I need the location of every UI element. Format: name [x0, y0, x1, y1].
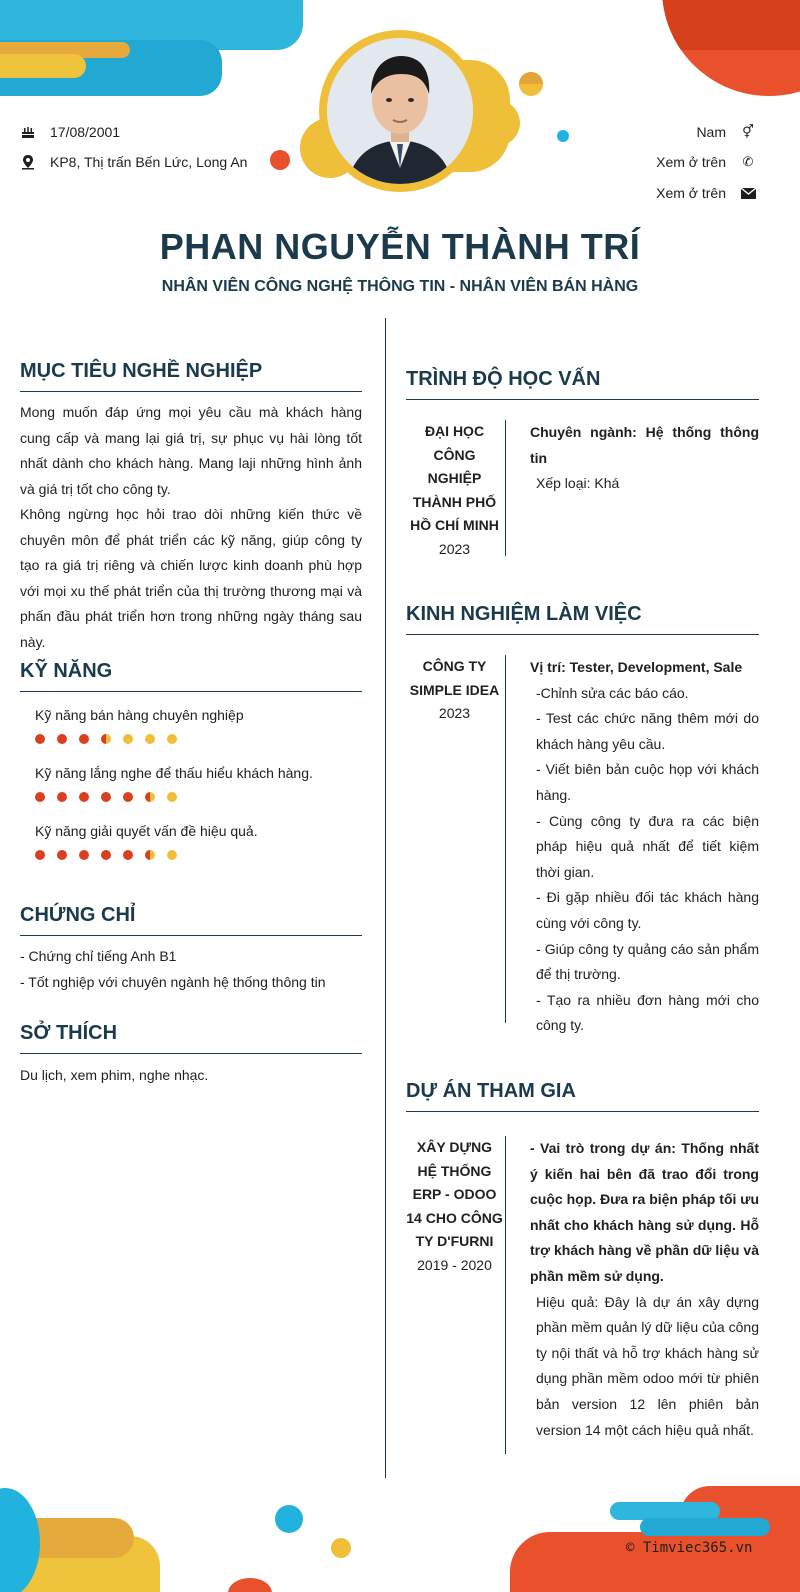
- gender-icon: ⚥: [742, 124, 754, 139]
- decor-dot-gold-bottom: [331, 1538, 351, 1558]
- skill-dot-empty: [167, 792, 177, 802]
- skill-label: Kỹ năng bán hàng chuyên nghiệp: [35, 707, 244, 723]
- education-timeline-bar: [505, 420, 506, 556]
- education-grade: Xếp loại: Khá: [536, 475, 620, 492]
- skill-dot-empty: [167, 850, 177, 860]
- skill-dot-empty: [167, 734, 177, 744]
- experience-heading: KINH NGHIỆM LÀM VIỆC: [406, 603, 759, 635]
- decor-circle-orange: [662, 0, 800, 96]
- skills-heading: KỸ NĂNG: [20, 660, 362, 692]
- certificates-heading: CHỨNG CHỈ: [20, 904, 362, 936]
- experience-duties: -Chỉnh sửa các báo cáo. - Test các chức năng thêm mới do khách hàng yêu cầu. - Viết biên bản cuộc họp với khách hàng. - Cùng công ty đưa ra các biện pháp hiệu quả nhất để tiết kiệm thời gian. - Đi gặp nhiều đối tác khách hàng cùng với công ty. - Giúp công ty quảng cáo sản phẩm để thị trường. - Tạo ra nhiều đơn hàng mới cho công ty.: [536, 684, 759, 1034]
- experience-company: CÔNG TY SIMPLE IDEA: [409, 658, 500, 698]
- column-divider: [385, 318, 386, 1478]
- objective-text-1: Mong muốn đáp ứng mọi yêu cầu mà khách hàng cung cấp và mang lại giá trị, sự phục vụ hài lòng tốt nhất dành cho khách hàng. Mang laji những hình ảnh và giá trị tốt cho công ty.: [20, 404, 362, 497]
- candidate-role: NHÂN VIÊN CÔNG NGHỆ THÔNG TIN - NHÂN VIÊN BÁN HÀNG: [161, 278, 639, 295]
- skill-rating: [35, 850, 177, 860]
- skill-dot-full: [123, 850, 133, 860]
- decor-bottom-blue-bar-2: [640, 1518, 770, 1536]
- project-role: - Vai trò trong dự án: Thống nhất ý kiến hai bên đã trao đổi trong cuộc họp. Đưa ra biện pháp tối ưu nhất cho khách hàng sử dụng. Hỗ trợ khách hàng về phần dữ liệu và phần mềm sử dụng.: [530, 1140, 759, 1284]
- experience-company-block: [406, 655, 503, 726]
- watermark: © Timviec365.vn: [626, 1540, 753, 1556]
- decor-cloud-gold-2: [0, 54, 86, 78]
- skill-label: Kỹ năng giải quyết vấn đề hiệu quả.: [35, 823, 258, 839]
- skill-dot-full: [101, 850, 111, 860]
- experience-details: [530, 655, 759, 1039]
- skill-dot-empty: [123, 734, 133, 744]
- skill-rating: [35, 734, 177, 744]
- candidate-name: PHAN NGUYỄN THÀNH TRÍ: [159, 226, 641, 267]
- objective-heading: MỤC TIÊU NGHỀ NGHIỆP: [20, 360, 362, 392]
- skill-dot-full: [35, 850, 45, 860]
- skill-rating: [35, 792, 177, 802]
- mail-icon: [740, 185, 756, 201]
- email-text: Xem ở trên: [656, 185, 726, 201]
- education-major: Chuyên ngành: Hệ thống thông tin: [530, 424, 759, 466]
- skill-dot-full: [123, 792, 133, 802]
- hobbies-text: Du lịch, xem phim, nghe nhạc.: [20, 1067, 209, 1083]
- birthday-text: 17/08/2001: [50, 124, 121, 140]
- experience-year: 2023: [438, 705, 471, 722]
- avatar: [327, 38, 473, 184]
- birthday-row: [20, 124, 120, 140]
- location-icon: [20, 154, 36, 170]
- skill-dot-full: [101, 792, 111, 802]
- decor-dot-red: [270, 150, 290, 170]
- phone-icon: ✆: [742, 154, 754, 169]
- skill-dot-half: [145, 850, 155, 860]
- objective-text-2: Không ngừng học hỏi trao dòi những kiến thức về chuyên môn để phát triển các kỹ năng, giúp công ty tạo ra giá trị riêng và chiến lược kinh doanh phù hợp với mọi xu thế phát triển của thị trường thương mại và phấn đầu phát triển hơn trong những ngày tháng sau này.: [20, 506, 362, 650]
- address-text: KP8, Thị trấn Bến Lức, Long An: [50, 154, 248, 170]
- address-row: [20, 154, 247, 170]
- skill-dot-full: [79, 850, 89, 860]
- experience-position: Vị trí: Tester, Development, Sale: [530, 659, 743, 675]
- education-school-block: [406, 420, 503, 562]
- education-details: [530, 420, 759, 497]
- skill-label: Kỹ năng lắng nghe để thấu hiểu khách hàng.: [35, 765, 313, 781]
- skill-dot-full: [79, 792, 89, 802]
- project-details: [530, 1136, 759, 1443]
- hobbies-heading: SỞ THÍCH: [20, 1022, 362, 1054]
- skill-dot-full: [57, 734, 67, 744]
- phone-text: Xem ở trên: [656, 154, 726, 170]
- project-result: Hiệu quả: Đây là dự án xây dựng phần mềm quản lý dữ liệu của công ty nội thất và hỗ trợ khách hàng sử dụng phần mềm odoo mới từ phiên bản version 12 lên phiên bản version 14 một cách hiệu quả nhất.: [536, 1293, 759, 1438]
- cake-icon: [20, 124, 36, 140]
- skill-dot-full: [79, 734, 89, 744]
- skill-dot-full: [35, 734, 45, 744]
- decor-dot-blue-bottom: [275, 1505, 303, 1533]
- education-heading: TRÌNH ĐỘ HỌC VẤN: [406, 368, 759, 400]
- skill-dot-full: [57, 850, 67, 860]
- gender-text: Nam: [696, 124, 726, 140]
- gender-row: [696, 124, 756, 140]
- skill-dot-half: [101, 734, 111, 744]
- project-name-block: [406, 1136, 503, 1278]
- project-years: 2019 - 2020: [417, 1256, 492, 1273]
- project-timeline-bar: [505, 1136, 506, 1454]
- project-name: XÂY DỰNG HỆ THỐNG ERP - ODOO 14 CHO CÔNG TY D'FURNI: [406, 1139, 503, 1250]
- skill-dot-full: [35, 792, 45, 802]
- education-school: ĐẠI HỌC CÔNG NGHIỆP THÀNH PHỐ HỒ CHÍ MINH: [410, 423, 499, 534]
- skill-dot-empty: [145, 734, 155, 744]
- phone-row: [656, 154, 756, 170]
- certificate-item: - Chứng chỉ tiếng Anh B1: [20, 948, 177, 964]
- decor-dot-gold: [519, 72, 543, 96]
- email-row: [656, 185, 756, 201]
- decor-dot-red-bottom: [228, 1578, 272, 1592]
- certificate-item: - Tốt nghiệp với chuyên ngành hệ thống thông tin: [20, 974, 326, 990]
- decor-dot-blue: [557, 130, 569, 142]
- education-year: 2023: [438, 540, 471, 557]
- skill-dot-half: [145, 792, 155, 802]
- avatar-portrait: [327, 38, 473, 184]
- skill-dot-full: [57, 792, 67, 802]
- projects-heading: DỰ ÁN THAM GIA: [406, 1080, 759, 1112]
- experience-timeline-bar: [505, 655, 506, 1023]
